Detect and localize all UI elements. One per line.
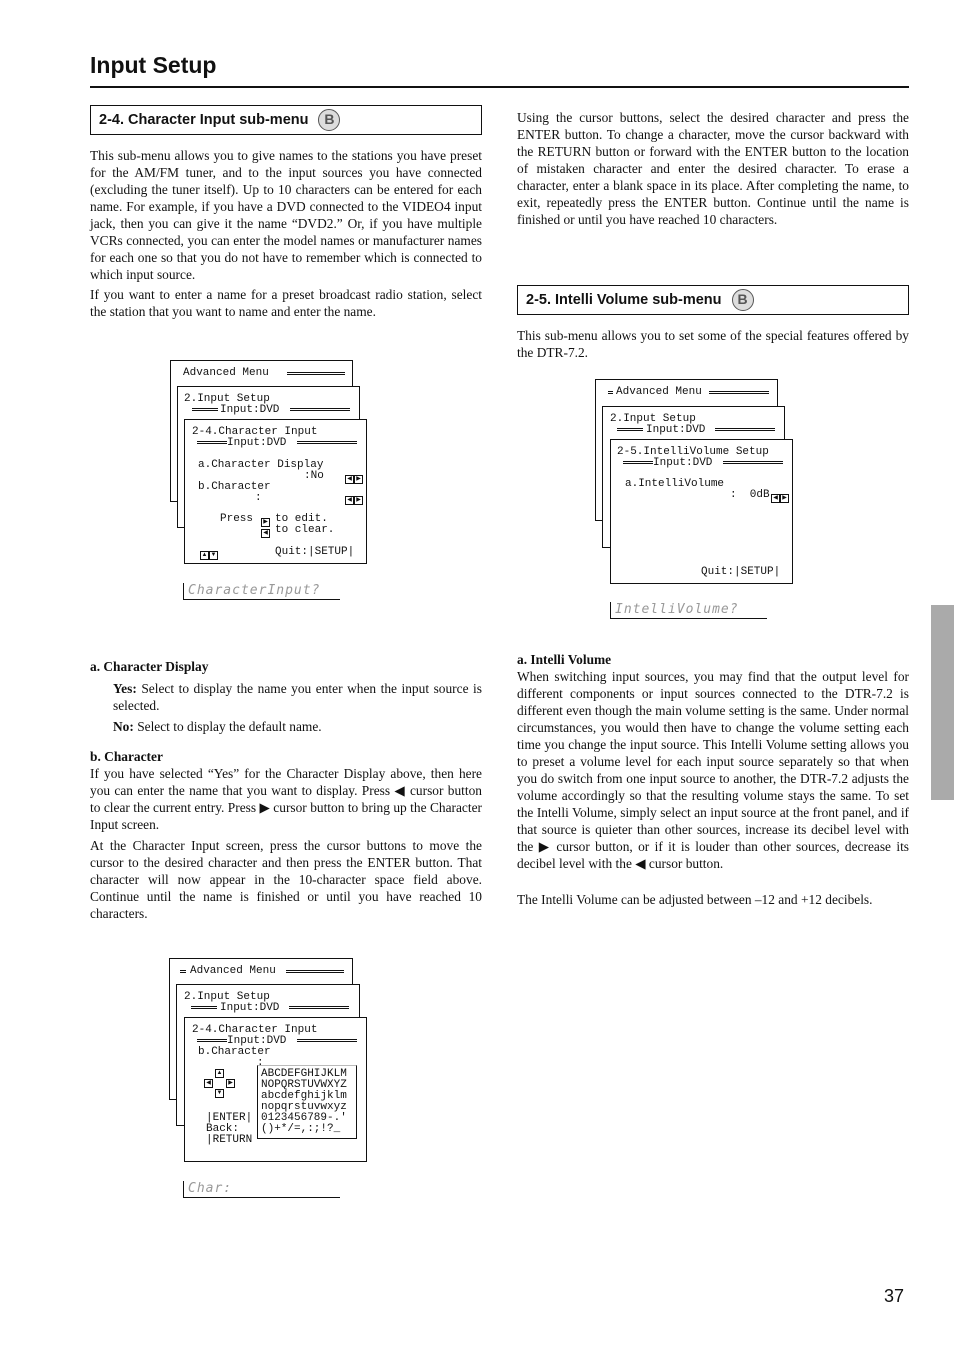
page-title: Input Setup [90,52,217,78]
menu-item-intellivolume[interactable]: a.IntelliVolume [625,478,725,490]
section-title: 2-5. Intelli Volume sub-menu [526,292,722,308]
menu-label: Advanced Menu [190,965,276,977]
menu-label: 2.Input Setup [610,413,696,425]
page-number: 37 [884,1286,905,1306]
grid-row[interactable]: ()+*/=,:;!?_ [261,1123,341,1135]
menu-item-value: : [255,492,262,504]
grid-row[interactable]: NOPQRSTUVWXYZ [261,1079,347,1091]
lcd-display: CharacterInput? [183,583,340,600]
menu-sublabel: Input:DVD [227,437,287,449]
paragraph: This sub-menu allows you to give names to the stations you have preset for the AM/FM tuner, and to the input sources you have connected (excluding the tuner itself). Up to 10 characters can be entered for each name. For example, if you have a DVD connected to the VIDEO4 input jack, then you can give it the name “DVD2.” Or, if you have multiple VCRs connected, you can enter the model names or manufacturer names for each one so that you do not have to remember which is connected to which input source. [90,148,482,282]
menu-label: 2-5.IntelliVolume Setup [617,446,769,458]
paragraph: At the Character Input screen, press the cursor buttons to move the cursor to the desired character and then press the ENTER button. That character will now appear in the 10-character space field above. Continue until the name is finished or until you have reached 10 characters. [90,838,482,921]
paragraph: If you have selected “Yes” for the Character Display above, then here you can enter the name that you want to display. Press ◀ cursor button to clear the current entry. Press ▶ cursor button to bring up the Character Input screen. [90,766,482,832]
left-right-arrows-icon: ◀ ▶ [771,489,789,507]
menu-window-3 [184,419,367,564]
side-tab [931,605,954,800]
option-yes: Yes: Select to display the name you enter when the input source is selected. [113,681,482,713]
section-heading-intelli-volume [517,285,909,315]
section-heading-character-input [90,105,482,135]
dpad-icon: ▲ ◀ ▶ ▼ [204,1069,238,1101]
left-arrow-icon: ◀ [261,524,270,542]
paragraph: Using the cursor buttons, select the desired character and press the ENTER button. To change a character, move the cursor backward with the RETURN button or forward with the ENTER button to the location of mistaken character and enter the desired character. To erase a character, enter a blank space in its place. After completing the name, to exit, repeatedly press the ENTER button. Continue until the name is finished or until you have reached 10 characters. [517,110,909,227]
grid-row[interactable]: ABCDEFGHIJKLM [261,1068,347,1080]
menu-item-value: :No [304,470,324,482]
option-no: No: Select to display the default name. [113,719,322,734]
subheading-character-display: a. Character Display [90,659,209,674]
menu-sublabel: Input:DVD [227,1035,287,1047]
paragraph: The Intelli Volume can be adjusted between –12 and +12 decibels. [517,892,873,907]
grid-row[interactable]: nopqrstuvwxyz [261,1101,347,1113]
character-grid [257,1065,357,1139]
b-badge-icon: B [732,289,754,311]
right-arrow-icon: ▶ [261,513,270,531]
menu-label: Advanced Menu [616,386,702,398]
quit-hint: Quit:|SETUP| [701,566,781,578]
title-rule [90,86,909,88]
left-right-arrows-icon: ◀ ▶ [345,491,363,509]
quit-hint: Quit:|SETUP| [275,546,355,558]
menu-item-value: : [257,1057,264,1069]
return-hint: |RETURN [206,1134,253,1146]
hint-press: Press [220,513,254,525]
back-hint: Back: [206,1123,240,1135]
menu-label: 2-4.Character Input [192,426,318,438]
menu-item-value: : 0dB [730,489,770,501]
menu-label: 2-4.Character Input [192,1024,318,1036]
enter-hint: |ENTER| [206,1112,253,1124]
menu-item-character-display[interactable]: a.Character Display [198,459,324,471]
hint-clear: to clear. [275,524,335,536]
menu-sublabel: Input:DVD [653,457,713,469]
menu-label: Advanced Menu [183,367,269,379]
subheading-intelli-volume: a. Intelli Volume [517,652,612,667]
menu-label: 2.Input Setup [184,991,270,1003]
menu-item-character[interactable]: b.Character [198,1046,271,1058]
menu-window-3 [610,439,793,584]
menu-label: 2.Input Setup [184,393,270,405]
subheading-character: b. Character [90,749,163,764]
left-right-arrows-icon: ◀ ▶ [345,470,363,488]
section-title: 2-4. Character Input sub-menu [99,112,309,128]
menu-window-3 [184,1017,367,1162]
menu-item-character[interactable]: b.Character [198,481,271,493]
menu-sublabel: Input:DVD [646,424,706,436]
paragraph: If you want to enter a name for a preset broadcast radio station, select the station that you want to name and enter the name. [90,287,482,319]
grid-row[interactable]: 0123456789-.' [261,1112,347,1124]
b-badge-icon: B [318,109,340,131]
lcd-display: IntelliVolume? [610,602,767,619]
paragraph: This sub-menu allows you to set some of the special features offered by the DTR-7.2. [517,328,909,360]
hint-edit: to edit. [275,513,328,525]
up-down-arrows-icon: ▲ ▼ [201,551,217,558]
lcd-display: Char: [183,1181,340,1198]
grid-row[interactable]: abcdefghijklm [261,1090,347,1102]
menu-sublabel: Input:DVD [220,404,280,416]
paragraph: When switching input sources, you may find that the output level for different components or input sources connected to the DTR-7.2 is different even though the main volume setting is the same. Under normal circumstances, you would then have to change the volume setting each time you change the input source. This Intelli Volume setting allows you to preset a volume level for each input source separately so that when you do switch from one input source to another, the DTR-7.2 adjusts the volume accordingly so that the resulting volume stays the same. To set the Intelli Volume, simply select an input source at the front panel, and if that source is quieter than other sources, increase its decibel level with the ▶ cursor button, or if it is louder than other sources, decrease its decibel level with the ◀ cursor button. [517,669,909,871]
menu-sublabel: Input:DVD [220,1002,280,1014]
